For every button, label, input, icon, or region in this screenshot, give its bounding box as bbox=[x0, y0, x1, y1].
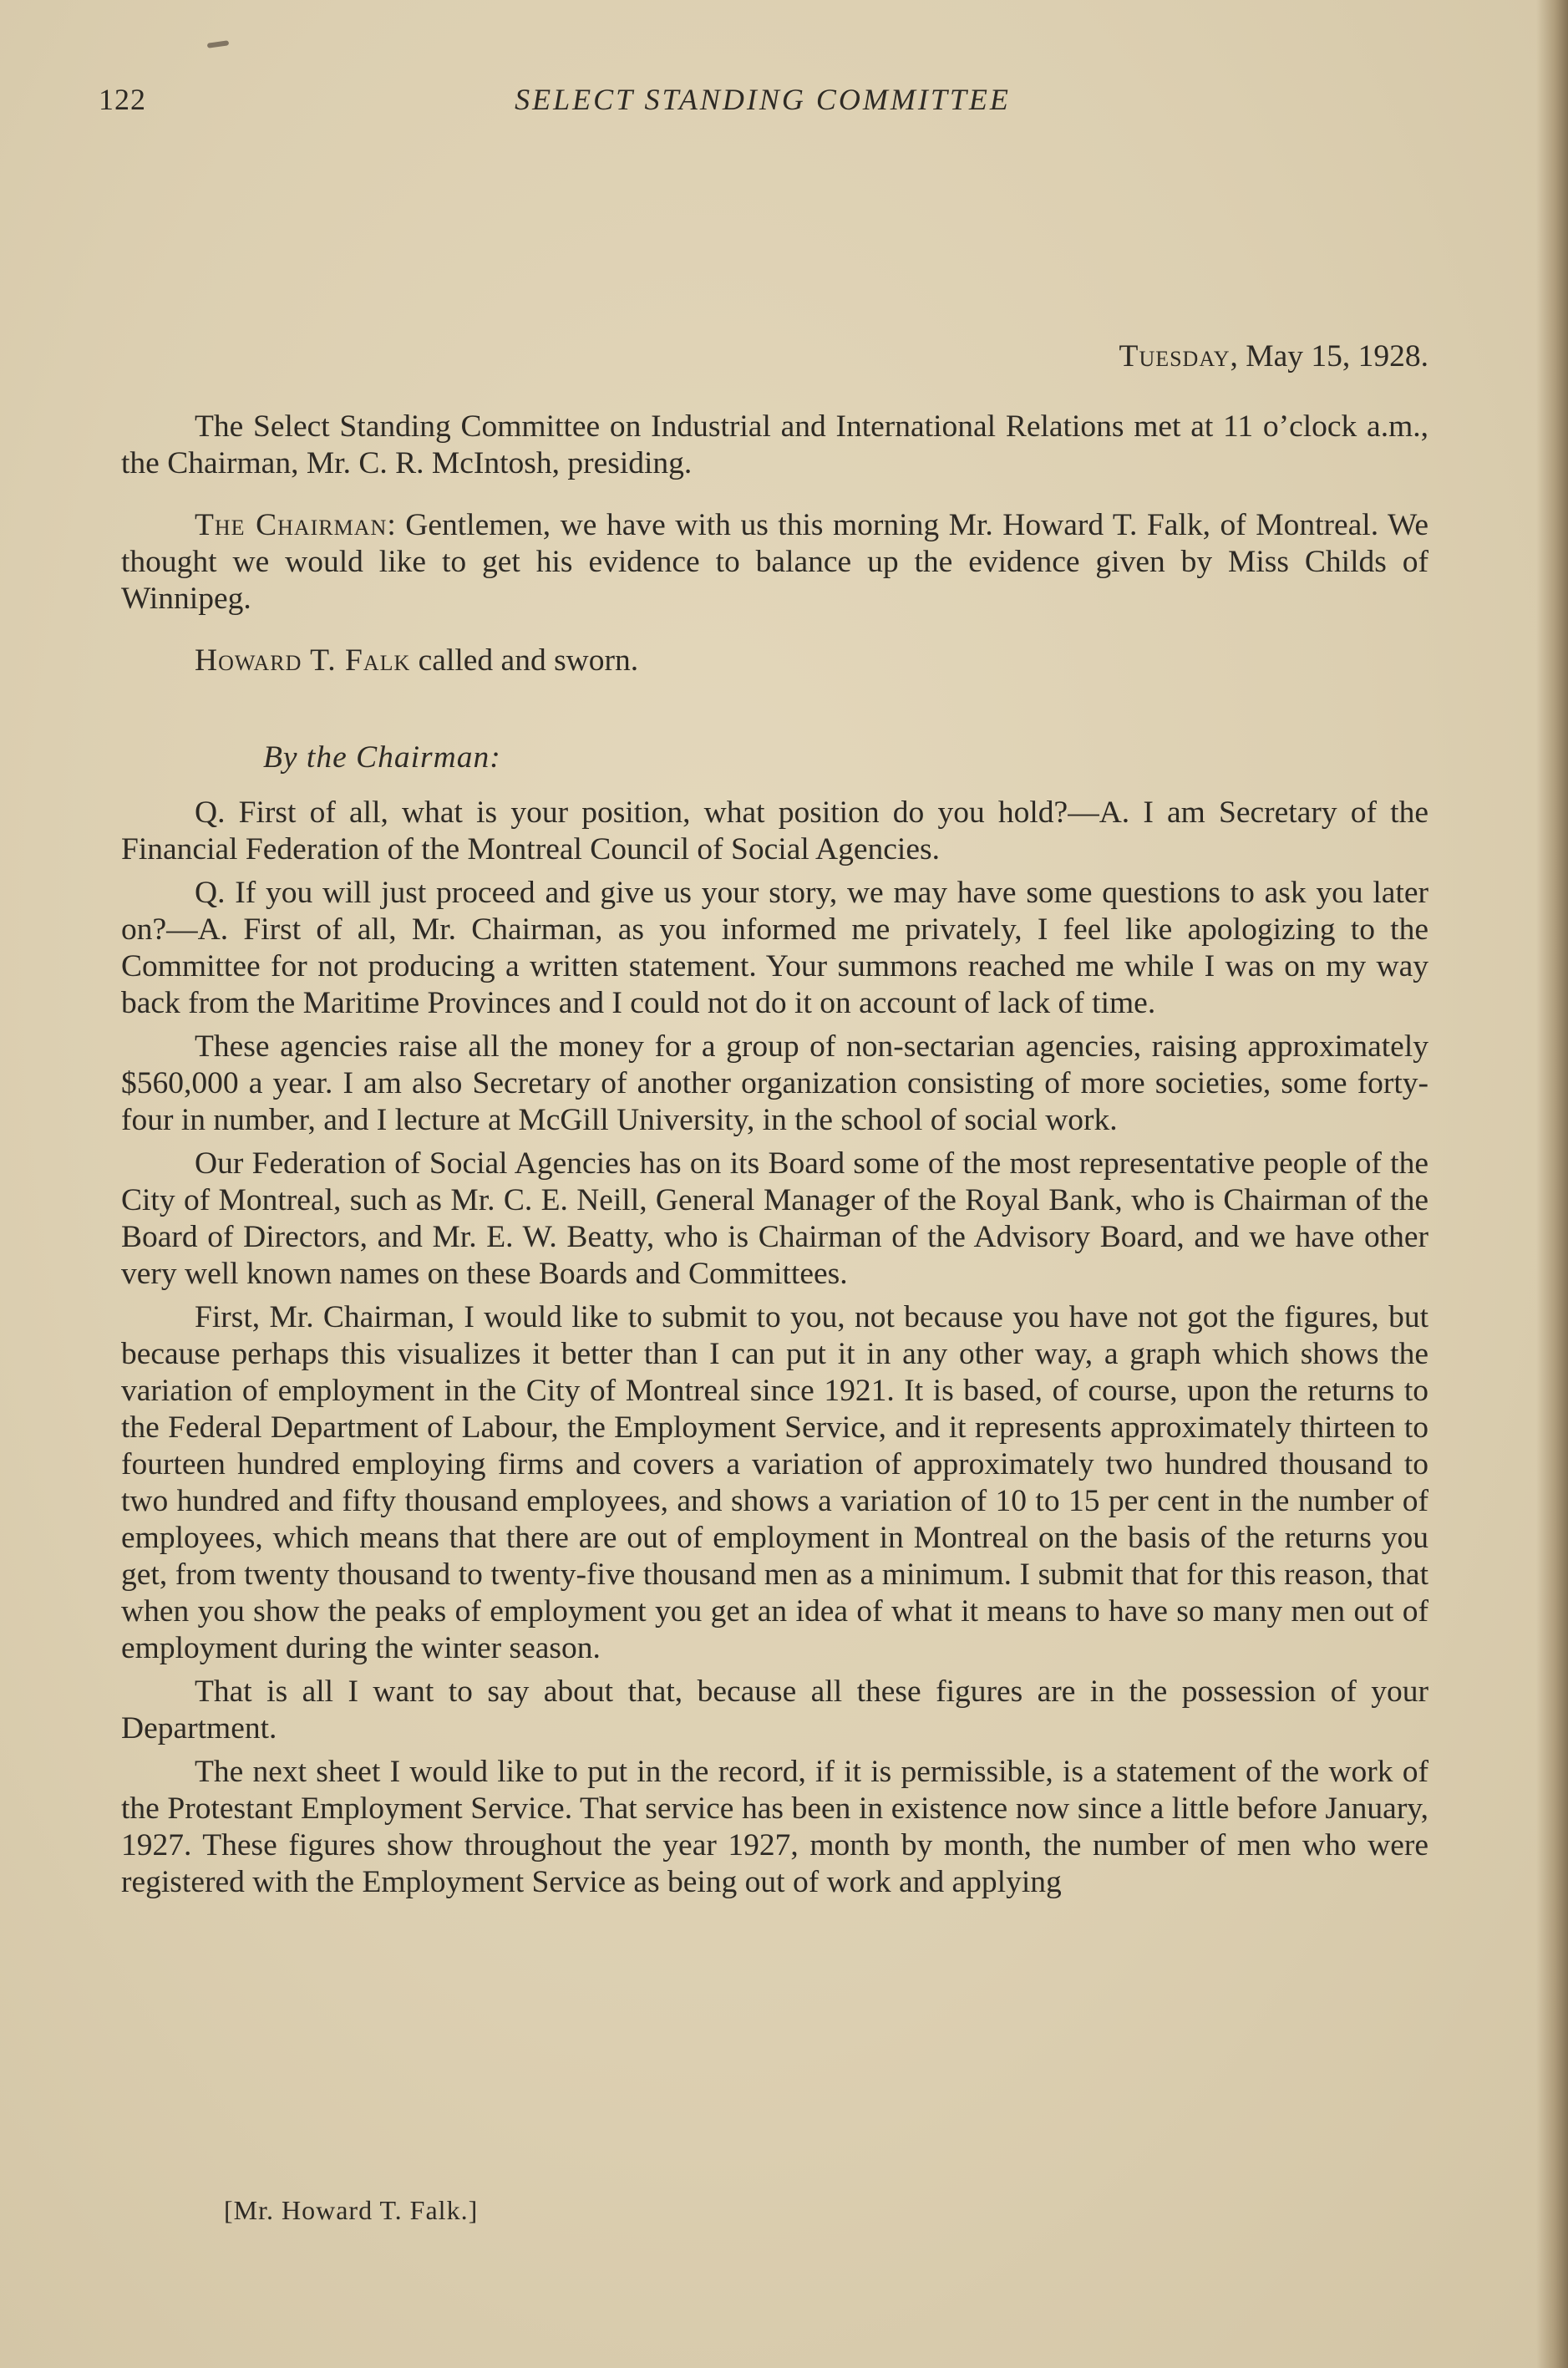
page-number: 122 bbox=[99, 83, 146, 116]
page-edge-shadow bbox=[1536, 0, 1568, 2368]
opening-paragraph: The Select Standing Committee on Industrial and International Relations met at 11 o’clock a.m., the Chairman, Mr. C. R. McIntosh, presiding. bbox=[121, 409, 1428, 480]
paragraph: Q. If you will just proceed and give us your story, we may have some questions to ask you later on?—A. First of all, Mr. Chairman, as you informed me privately, I feel like apologizing to the Committee for not producing a written statement. Your summons reached me while I was on my way back from the Maritime Provinces and I could not do it on account of lack of time. bbox=[121, 876, 1428, 1020]
paragraph: First, Mr. Chairman, I would like to submit to you, not because you have not got the figures, but because perhaps this visualizes it better than I can put it in any other way, a graph which shows the variation of employment in the City of Montreal since 1921. It is based, of course, upon the returns to the Federal Department of Labour, the Employment Service, and it represents approximately thirteen to fourteen hundred employing firms and covers a variation of approximately two hundred thousand to two hundred and fifty thousand employees, and shows a variation of 10 to 15 per cent in the number of employees, which means that there are out of employment in Montreal on the basis of the returns you get, from twenty thousand to twenty-five thousand men as a minimum. I submit that for this reason, that when you show the peaks of employment you get an idea of what it means to have so many men out of employment during the winter season. bbox=[121, 1300, 1428, 1665]
paragraph: Q. First of all, what is your position, what position do you hold?—A. I am Secretary of the Financial Federation of the Montreal Council of Social Agencies. bbox=[121, 795, 1428, 866]
dateline bbox=[121, 338, 1428, 375]
witness-line-text: called and sworn. bbox=[410, 643, 639, 678]
dateline-day: Tuesday bbox=[1119, 339, 1231, 373]
chairman-statement-text: : Gentlemen, we have with us this morning Mr. Howard T. Falk, of Montreal. We thought we would like to get his evidence to balance up the evidence given by Miss Childs of Winnipeg. bbox=[121, 508, 1428, 616]
dateline-date: , May 15, 1928. bbox=[1230, 339, 1428, 373]
paragraph: These agencies raise all the money for a group of non-sectarian agencies, raising approximately $560,000 a year. I am also Secretary of another organization consisting of more societies, some forty-four in number, and I lecture at McGill University, in the school of social work. bbox=[121, 1029, 1428, 1137]
witness-line bbox=[121, 643, 1428, 679]
paragraph: Our Federation of Social Agencies has on its Board some of the most representative people of the City of Montreal, such as Mr. C. E. Neill, General Manager of the Royal Bank, who is Chairman of the Board of Directors, and Mr. E. W. Beatty, who is Chairman of the Advisory Board, and we have other very well known names on these Boards and Committees. bbox=[121, 1146, 1428, 1291]
running-head: SELECT STANDING COMMITTEE bbox=[515, 83, 1011, 116]
examination-byline: By the Chairman: bbox=[263, 740, 501, 775]
witness-name: Howard T. Falk bbox=[195, 643, 411, 678]
paragraph: The next sheet I would like to put in the record, if it is permissible, is a statement of the work of the Protestant Employment Service. That service has been in existence now since a little before January, 1927. These figures show throughout the year 1927, month by month, the number of men who were registered with the Employment Service as being out of work and applying bbox=[121, 1755, 1428, 1899]
chairman-statement bbox=[121, 507, 1428, 617]
paragraph: That is all I want to say about that, because all these figures are in the possession of your Department. bbox=[121, 1674, 1428, 1746]
speaker-name: The Chairman bbox=[195, 508, 388, 542]
page-body bbox=[121, 338, 1428, 1908]
ink-smudge bbox=[207, 40, 230, 48]
witness-footer: [Mr. Howard T. Falk.] bbox=[224, 2195, 479, 2225]
page-header bbox=[99, 82, 1427, 132]
